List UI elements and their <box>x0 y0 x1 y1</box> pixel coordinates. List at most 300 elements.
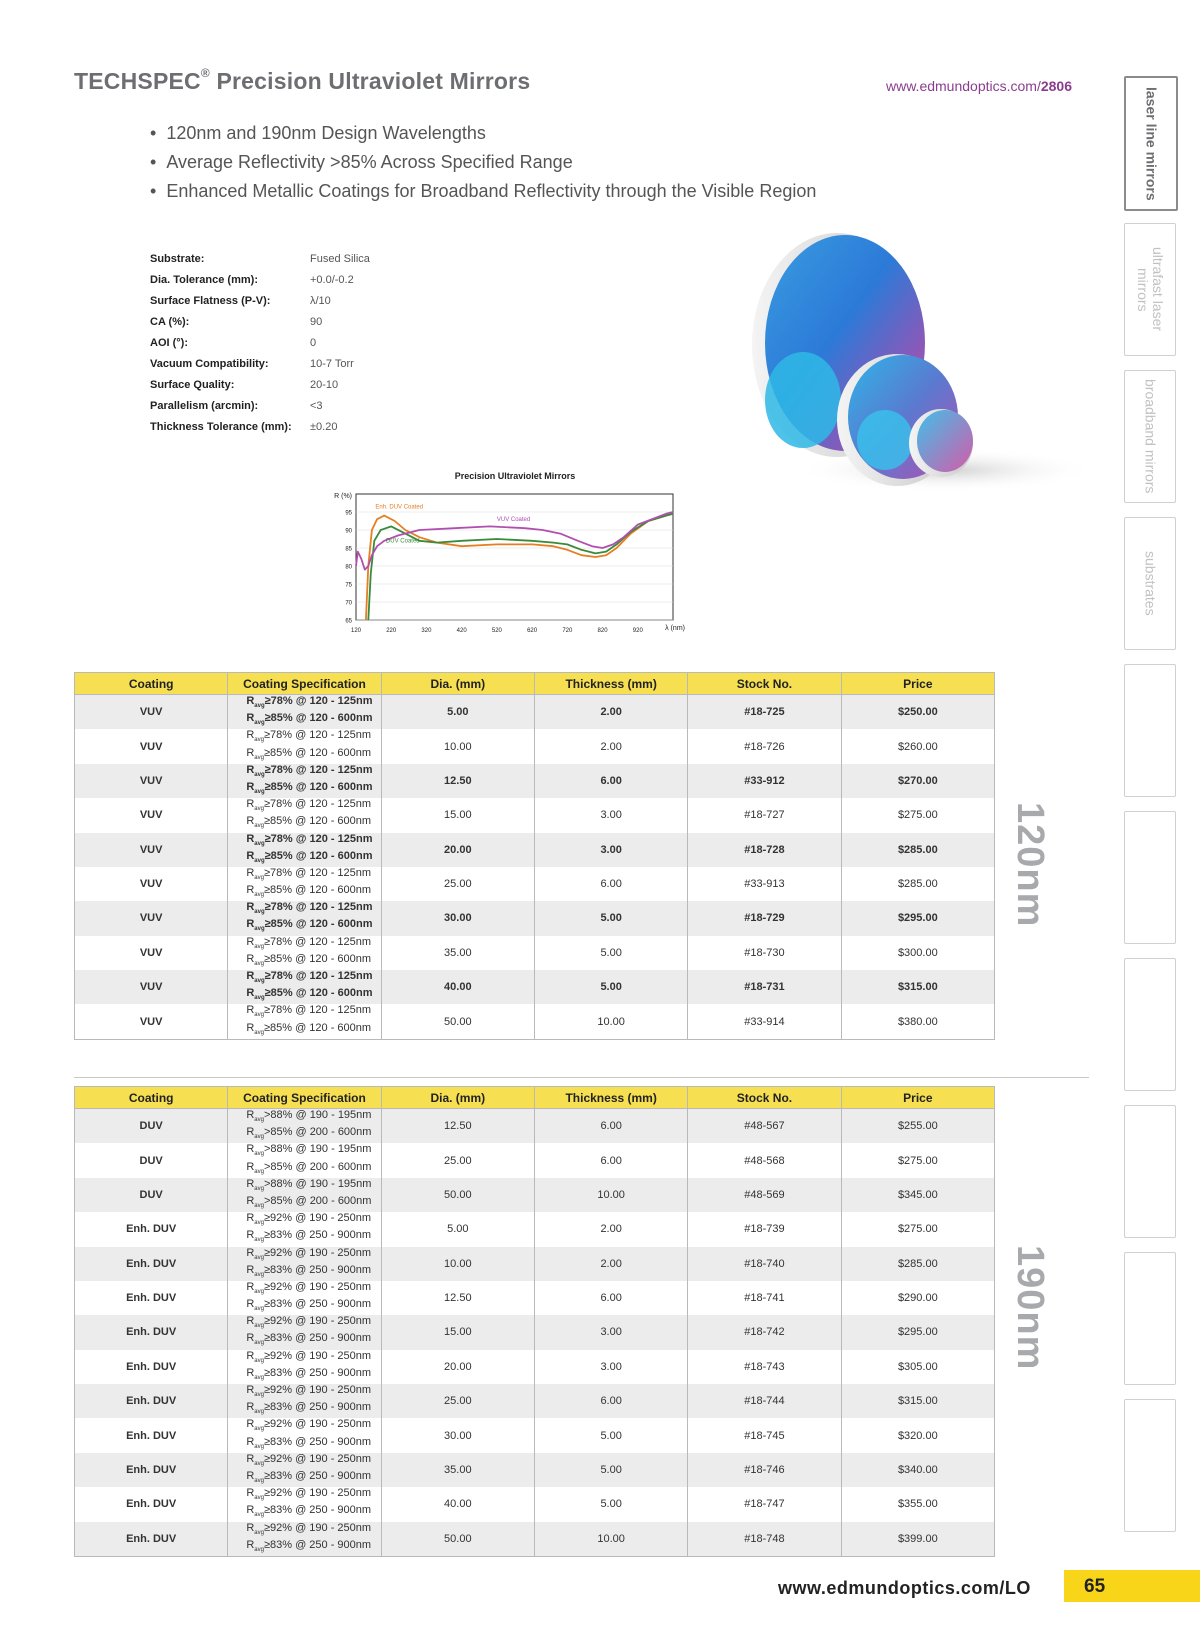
diameter-cell: 40.00 <box>381 970 534 1004</box>
spec-line <box>246 764 380 781</box>
thickness-cell: 6.00 <box>534 1143 687 1177</box>
price-cell: $300.00 <box>841 936 994 970</box>
chart-x-tick-label: 820 <box>597 628 608 634</box>
spec-line <box>246 1487 380 1504</box>
stock-number-cell[interactable]: #48-567 <box>688 1109 841 1144</box>
table-header-row <box>75 673 995 695</box>
spec-symbol: R <box>246 712 255 725</box>
spec-symbol: R <box>246 1384 255 1396</box>
stock-number-cell[interactable]: #18-731 <box>688 970 841 1004</box>
price-cell: $275.00 <box>841 1143 994 1177</box>
spec-value: λ/10 <box>310 294 331 307</box>
chart-series-label: Enh. DUV Coated <box>375 504 424 511</box>
side-tab-broadband-mirrors[interactable] <box>1124 370 1176 503</box>
spec-row <box>150 248 370 269</box>
spec-symbol: R <box>246 952 255 965</box>
spec-text: ≥92% @ 190 - 250nm <box>263 1280 372 1293</box>
coating-cell: VUV <box>75 936 228 970</box>
spec-symbol: R <box>246 849 255 862</box>
spec-symbol: R <box>246 780 255 793</box>
spec-line <box>246 1418 380 1435</box>
chart-x-tick-label: 420 <box>456 628 467 634</box>
diameter-cell: 30.00 <box>381 1418 534 1452</box>
diameter-cell: 50.00 <box>381 1522 534 1557</box>
spec-line <box>246 1229 380 1246</box>
spec-subscript: avg <box>254 892 264 899</box>
table-row <box>75 1487 995 1521</box>
spec-cell <box>228 1384 381 1418</box>
spec-cell <box>228 867 381 901</box>
side-tab-ultrafast-laser-mirrors[interactable] <box>1124 223 1176 356</box>
spec-subscript: avg <box>254 1409 264 1416</box>
spec-cell <box>228 936 381 970</box>
table-row <box>75 1143 995 1177</box>
coating-cell: Enh. DUV <box>75 1453 228 1487</box>
stock-number-cell[interactable]: #33-913 <box>688 867 841 901</box>
spec-symbol: R <box>246 1315 255 1328</box>
column-header: Price <box>841 1087 994 1109</box>
column-header: Dia. (mm) <box>381 1087 534 1109</box>
page-number: 65 <box>1084 1576 1106 1597</box>
spec-symbol: R <box>246 1280 255 1293</box>
spec-label: Dia. Tolerance (mm): <box>150 273 258 286</box>
spec-cell <box>228 1487 381 1521</box>
spec-line <box>246 1315 380 1332</box>
spec-symbol: R <box>246 695 255 707</box>
spec-line <box>246 1281 380 1298</box>
spec-text: ≥85% @ 120 - 600nm <box>263 815 372 828</box>
spec-line <box>246 987 380 1004</box>
coating-cell: DUV <box>75 1178 228 1212</box>
spec-text: ≥78% @ 120 - 125nm <box>264 695 373 707</box>
chart-x-tick-label: 520 <box>491 628 502 634</box>
spec-value: Fused Silica <box>310 252 370 265</box>
spec-text: ≥85% @ 120 - 600nm <box>263 884 372 897</box>
spec-row <box>150 332 370 353</box>
diameter-cell: 20.00 <box>381 833 534 867</box>
spec-subscript: avg <box>254 823 264 830</box>
thickness-cell: 2.00 <box>534 695 687 730</box>
spec-line <box>246 867 380 884</box>
spec-text: ≥78% @ 120 - 125nm <box>264 970 373 982</box>
price-cell: $315.00 <box>841 970 994 1004</box>
diameter-cell: 30.00 <box>381 901 534 935</box>
page-title: TECHSPEC® Precision Ultraviolet Mirrors <box>74 66 531 94</box>
spec-cell <box>228 901 381 935</box>
spec-text: ≥85% @ 120 - 600nm <box>264 849 373 862</box>
side-tab-blank[interactable] <box>1124 1399 1176 1532</box>
spec-text: ≥78% @ 120 - 125nm <box>264 901 373 914</box>
spec-symbol: R <box>246 1487 255 1500</box>
thickness-cell: 3.00 <box>534 1350 687 1384</box>
spec-line <box>246 1401 380 1418</box>
stock-number-cell[interactable]: #18-730 <box>688 936 841 970</box>
spec-subscript: avg <box>254 1375 264 1381</box>
spec-subscript: avg <box>254 1203 264 1210</box>
spec-subscript: avg <box>254 1478 264 1485</box>
price-cell: $315.00 <box>841 1384 994 1418</box>
price-cell: $305.00 <box>841 1350 994 1384</box>
price-cell: $270.00 <box>841 764 994 798</box>
spec-symbol: R <box>246 1263 255 1276</box>
table-row <box>75 833 995 867</box>
table-row <box>75 867 995 901</box>
spec-label: Thickness Tolerance (mm): <box>150 420 292 433</box>
chart-x-tick-label: 220 <box>386 628 397 634</box>
table-header-row <box>75 1087 995 1109</box>
table-row <box>75 1247 995 1281</box>
spec-value: 90 <box>310 315 323 328</box>
spec-subscript: avg <box>254 857 265 864</box>
price-cell: $295.00 <box>841 901 994 935</box>
spec-text: ≥78% @ 120 - 125nm <box>263 1004 372 1017</box>
diameter-cell: 25.00 <box>381 867 534 901</box>
table-row <box>75 1418 995 1452</box>
spec-text: ≥78% @ 120 - 125nm <box>263 866 372 879</box>
coating-cell: Enh. DUV <box>75 1315 228 1349</box>
diameter-cell: 15.00 <box>381 1315 534 1349</box>
stock-number-cell[interactable]: #18-740 <box>688 1247 841 1281</box>
thickness-cell: 5.00 <box>534 1418 687 1452</box>
spec-text: ≥83% @ 250 - 900nm <box>263 1469 372 1482</box>
price-cell: $340.00 <box>841 1453 994 1487</box>
thickness-cell: 3.00 <box>534 798 687 832</box>
spec-text: ≥92% @ 190 - 250nm <box>263 1418 372 1431</box>
spec-cell <box>228 1522 381 1557</box>
spec-symbol: R <box>246 1021 255 1034</box>
spec-cell <box>228 833 381 867</box>
spec-text: >85% @ 200 - 600nm <box>263 1126 372 1139</box>
spec-subscript: avg <box>254 806 264 813</box>
spec-line <box>246 1247 380 1264</box>
spec-symbol: R <box>246 1109 255 1121</box>
spec-text: >88% @ 190 - 195nm <box>263 1109 372 1121</box>
spec-line <box>246 833 380 850</box>
spec-cell <box>228 1281 381 1315</box>
table-row <box>75 729 995 763</box>
spec-line <box>246 1504 380 1521</box>
thickness-cell: 5.00 <box>534 970 687 1004</box>
spec-line <box>246 1384 380 1401</box>
thickness-cell: 5.00 <box>534 1487 687 1521</box>
spec-value: 10-7 Torr <box>310 357 354 370</box>
spec-text: ≥92% @ 190 - 250nm <box>263 1246 372 1259</box>
spec-symbol: R <box>246 901 255 914</box>
stock-number-cell[interactable]: #18-729 <box>688 901 841 935</box>
chart-series-label: VUV Coated <box>496 517 531 523</box>
stock-number-cell[interactable]: #18-725 <box>688 695 841 730</box>
spec-line <box>246 1178 380 1195</box>
spec-cell <box>228 1315 381 1349</box>
spec-symbol: R <box>246 1246 255 1259</box>
spec-text: ≥78% @ 120 - 125nm <box>263 935 372 948</box>
spec-line <box>246 1298 380 1315</box>
spec-text: ≥85% @ 120 - 600nm <box>263 1021 372 1034</box>
chart-y-tick-label: 85 <box>345 546 352 553</box>
spec-subscript: avg <box>254 1134 264 1141</box>
spec-subscript: avg <box>254 1306 264 1313</box>
spec-subscript: avg <box>254 1443 264 1450</box>
stock-number-cell[interactable]: #33-914 <box>688 1004 841 1039</box>
price-cell: $250.00 <box>841 695 994 730</box>
stock-number-cell[interactable]: #18-742 <box>688 1315 841 1349</box>
table-row <box>75 1384 995 1418</box>
spec-line <box>246 936 380 953</box>
spec-subscript: avg <box>254 909 265 916</box>
spec-text: ≥85% @ 120 - 600nm <box>263 746 372 759</box>
side-tab-blank[interactable] <box>1124 811 1176 944</box>
side-tab-label: laser line mirrors <box>1143 86 1160 201</box>
side-tab-blank[interactable] <box>1124 1252 1176 1385</box>
spec-symbol: R <box>246 935 255 948</box>
spec-cell <box>228 1109 381 1144</box>
thickness-cell: 3.00 <box>534 1315 687 1349</box>
spec-line <box>246 1350 380 1367</box>
price-cell: $290.00 <box>841 1281 994 1315</box>
spec-line <box>246 1143 380 1160</box>
side-tab-blank[interactable] <box>1124 664 1176 797</box>
thickness-cell: 6.00 <box>534 1281 687 1315</box>
spec-symbol: R <box>246 1143 255 1156</box>
price-cell: $275.00 <box>841 798 994 832</box>
diameter-cell: 12.50 <box>381 764 534 798</box>
diameter-cell: 15.00 <box>381 798 534 832</box>
header-url-link[interactable]: www.edmundoptics.com/2806 <box>886 78 1072 94</box>
chart-y-tick-label: 80 <box>345 564 352 571</box>
spec-symbol: R <box>246 798 255 811</box>
spec-subscript: avg <box>254 1254 264 1261</box>
stock-number-cell[interactable]: #18-747 <box>688 1487 841 1521</box>
spec-line <box>246 1539 380 1556</box>
spec-line <box>246 953 380 970</box>
spec-symbol: R <box>246 1452 255 1465</box>
spec-row <box>150 269 370 290</box>
spec-symbol: R <box>246 1177 255 1190</box>
column-header: Coating Specification <box>228 673 381 695</box>
spec-text: >88% @ 190 - 195nm <box>263 1143 372 1156</box>
coating-cell: VUV <box>75 729 228 763</box>
spec-symbol: R <box>246 1298 255 1311</box>
spec-text: ≥83% @ 250 - 900nm <box>263 1538 372 1551</box>
spec-subscript: avg <box>254 1237 264 1244</box>
spec-subscript: avg <box>254 771 265 778</box>
chart-y-tick-label: 90 <box>345 528 352 535</box>
diameter-cell: 12.50 <box>381 1109 534 1144</box>
column-header: Price <box>841 673 994 695</box>
diameter-cell: 50.00 <box>381 1178 534 1212</box>
spec-text: ≥78% @ 120 - 125nm <box>264 832 373 845</box>
spec-subscript: avg <box>254 1340 264 1347</box>
coating-cell: VUV <box>75 798 228 832</box>
spec-symbol: R <box>246 1538 255 1551</box>
spec-symbol: R <box>246 1229 255 1242</box>
spec-value: 20-10 <box>310 378 339 391</box>
spec-symbol: R <box>246 918 255 931</box>
diameter-cell: 10.00 <box>381 1247 534 1281</box>
spec-symbol: R <box>246 1160 255 1173</box>
stock-number-cell[interactable]: #18-743 <box>688 1350 841 1384</box>
chart-y-tick-label: 75 <box>345 582 352 589</box>
footer-url-link[interactable]: www.edmundoptics.com/LO <box>778 1578 1031 1598</box>
spec-text: ≥92% @ 190 - 250nm <box>263 1384 372 1396</box>
spec-text: ≥78% @ 120 - 125nm <box>264 763 373 776</box>
stock-number-cell[interactable]: #18-745 <box>688 1418 841 1452</box>
stock-number-cell[interactable]: #18-727 <box>688 798 841 832</box>
spec-symbol: R <box>246 970 255 982</box>
diameter-cell: 25.00 <box>381 1143 534 1177</box>
price-cell: $399.00 <box>841 1522 994 1557</box>
spec-symbol: R <box>246 1418 255 1431</box>
spec-row <box>150 374 370 395</box>
spec-line <box>246 815 380 832</box>
spec-cell <box>228 729 381 763</box>
stock-number-cell[interactable]: #18-744 <box>688 1384 841 1418</box>
thickness-cell: 2.00 <box>534 729 687 763</box>
spec-text: >85% @ 200 - 600nm <box>263 1194 372 1207</box>
column-header: Stock No. <box>688 673 841 695</box>
side-tab-label: broadband mirrors <box>1142 379 1159 494</box>
price-cell: $285.00 <box>841 867 994 901</box>
spec-line <box>246 695 380 712</box>
price-cell: $285.00 <box>841 833 994 867</box>
spec-text: ≥92% @ 190 - 250nm <box>263 1212 372 1225</box>
feature-item: • 120nm and 190nm Design Wavelengths <box>150 122 816 144</box>
spec-text: ≥85% @ 120 - 600nm <box>264 918 373 931</box>
coating-cell: VUV <box>75 833 228 867</box>
spec-line <box>246 1470 380 1487</box>
price-cell: $355.00 <box>841 1487 994 1521</box>
spec-text: ≥85% @ 120 - 600nm <box>264 712 373 725</box>
stock-number-cell[interactable]: #18-746 <box>688 1453 841 1487</box>
spec-subscript: avg <box>254 1271 264 1278</box>
spec-line <box>246 970 380 987</box>
stock-number-cell[interactable]: #33-912 <box>688 764 841 798</box>
stock-number-cell[interactable]: #18-728 <box>688 833 841 867</box>
thickness-cell: 6.00 <box>534 867 687 901</box>
spec-text: ≥92% @ 190 - 250nm <box>263 1521 372 1534</box>
spec-subscript: avg <box>254 943 264 950</box>
column-header: Thickness (mm) <box>534 673 687 695</box>
thickness-cell: 6.00 <box>534 764 687 798</box>
spec-line <box>246 712 380 729</box>
table-row <box>75 1522 995 1557</box>
coating-cell: Enh. DUV <box>75 1522 228 1557</box>
chart-x-tick-label: 620 <box>527 628 538 634</box>
spec-subscript: avg <box>254 1012 264 1019</box>
chart-plot-frame <box>356 494 673 620</box>
spec-text: ≥83% @ 250 - 900nm <box>263 1229 372 1242</box>
spec-line <box>246 1126 380 1143</box>
price-cell: $380.00 <box>841 1004 994 1039</box>
spec-line <box>246 901 380 918</box>
diameter-cell: 10.00 <box>381 729 534 763</box>
thickness-cell: 5.00 <box>534 1453 687 1487</box>
column-header: Dia. (mm) <box>381 673 534 695</box>
diameter-cell: 40.00 <box>381 1487 534 1521</box>
spec-subscript: avg <box>254 1323 264 1330</box>
feature-item: • Enhanced Metallic Coatings for Broadband Reflectivity through the Visible Region <box>150 180 816 202</box>
price-cell: $275.00 <box>841 1212 994 1246</box>
spec-subscript: avg <box>254 1426 264 1433</box>
diameter-cell: 25.00 <box>381 1384 534 1418</box>
spec-value: ±0.20 <box>310 420 338 433</box>
spec-cell <box>228 695 381 730</box>
spec-subscript: avg <box>254 1185 264 1192</box>
spec-line <box>246 1522 380 1539</box>
spec-text: ≥83% @ 250 - 900nm <box>263 1366 372 1379</box>
stock-number-cell[interactable]: #18-726 <box>688 729 841 763</box>
chart-x-tick-label: 720 <box>562 628 573 634</box>
spec-text: ≥85% @ 120 - 600nm <box>263 952 372 965</box>
spec-line <box>246 1004 380 1021</box>
spec-symbol: R <box>246 1435 255 1448</box>
reflectivity-chart <box>334 470 700 640</box>
spec-subscript: avg <box>254 789 265 796</box>
spec-line <box>246 1367 380 1384</box>
side-tab-blank[interactable] <box>1124 958 1176 1091</box>
chart-ylabel: R (%) <box>334 493 352 500</box>
side-tab-substrates[interactable] <box>1124 517 1176 650</box>
chart-title: Precision Ultraviolet Mirrors <box>454 471 576 481</box>
stock-number-cell[interactable]: #18-741 <box>688 1281 841 1315</box>
spec-text: ≥83% @ 250 - 900nm <box>263 1263 372 1276</box>
spec-symbol: R <box>246 729 255 742</box>
spec-label: Surface Flatness (P-V): <box>150 294 271 307</box>
stock-number-cell[interactable]: #48-569 <box>688 1178 841 1212</box>
coating-cell: VUV <box>75 1004 228 1039</box>
stock-number-cell[interactable]: #18-748 <box>688 1522 841 1557</box>
spec-cell <box>228 1453 381 1487</box>
table-row <box>75 1281 995 1315</box>
thickness-cell: 10.00 <box>534 1522 687 1557</box>
thickness-cell: 5.00 <box>534 901 687 935</box>
spec-symbol: R <box>246 763 255 776</box>
thickness-cell: 2.00 <box>534 1247 687 1281</box>
thickness-cell: 3.00 <box>534 833 687 867</box>
table-row <box>75 1212 995 1246</box>
spec-text: ≥92% @ 190 - 250nm <box>263 1487 372 1500</box>
spec-symbol: R <box>246 1126 255 1139</box>
side-tab-laser-line-mirrors[interactable] <box>1124 76 1178 211</box>
stock-number-cell[interactable]: #18-739 <box>688 1212 841 1246</box>
coating-cell: VUV <box>75 764 228 798</box>
spec-cell <box>228 1143 381 1177</box>
spec-symbol: R <box>246 815 255 828</box>
side-tab-label: substrates <box>1142 551 1159 616</box>
spec-cell <box>228 1178 381 1212</box>
spec-text: ≥83% @ 250 - 900nm <box>263 1401 372 1414</box>
spec-cell <box>228 1247 381 1281</box>
thickness-cell: 10.00 <box>534 1004 687 1039</box>
spec-symbol: R <box>246 1521 255 1534</box>
table-row <box>75 970 995 1004</box>
spec-subscript: avg <box>254 1151 264 1158</box>
stock-number-cell[interactable]: #48-568 <box>688 1143 841 1177</box>
product-table-190nm <box>74 1086 995 1557</box>
spec-line <box>246 798 380 815</box>
spec-line <box>246 1436 380 1453</box>
spec-line <box>246 1022 380 1039</box>
spec-symbol: R <box>246 1401 255 1414</box>
chart-x-tick-label: 120 <box>350 628 362 634</box>
spec-subscript: avg <box>254 737 264 744</box>
spec-row <box>150 395 370 416</box>
column-header: Coating <box>75 1087 228 1109</box>
side-tab-blank[interactable] <box>1124 1105 1176 1238</box>
spec-subscript: avg <box>254 995 265 1002</box>
table-row <box>75 1004 995 1039</box>
spec-line <box>246 729 380 746</box>
